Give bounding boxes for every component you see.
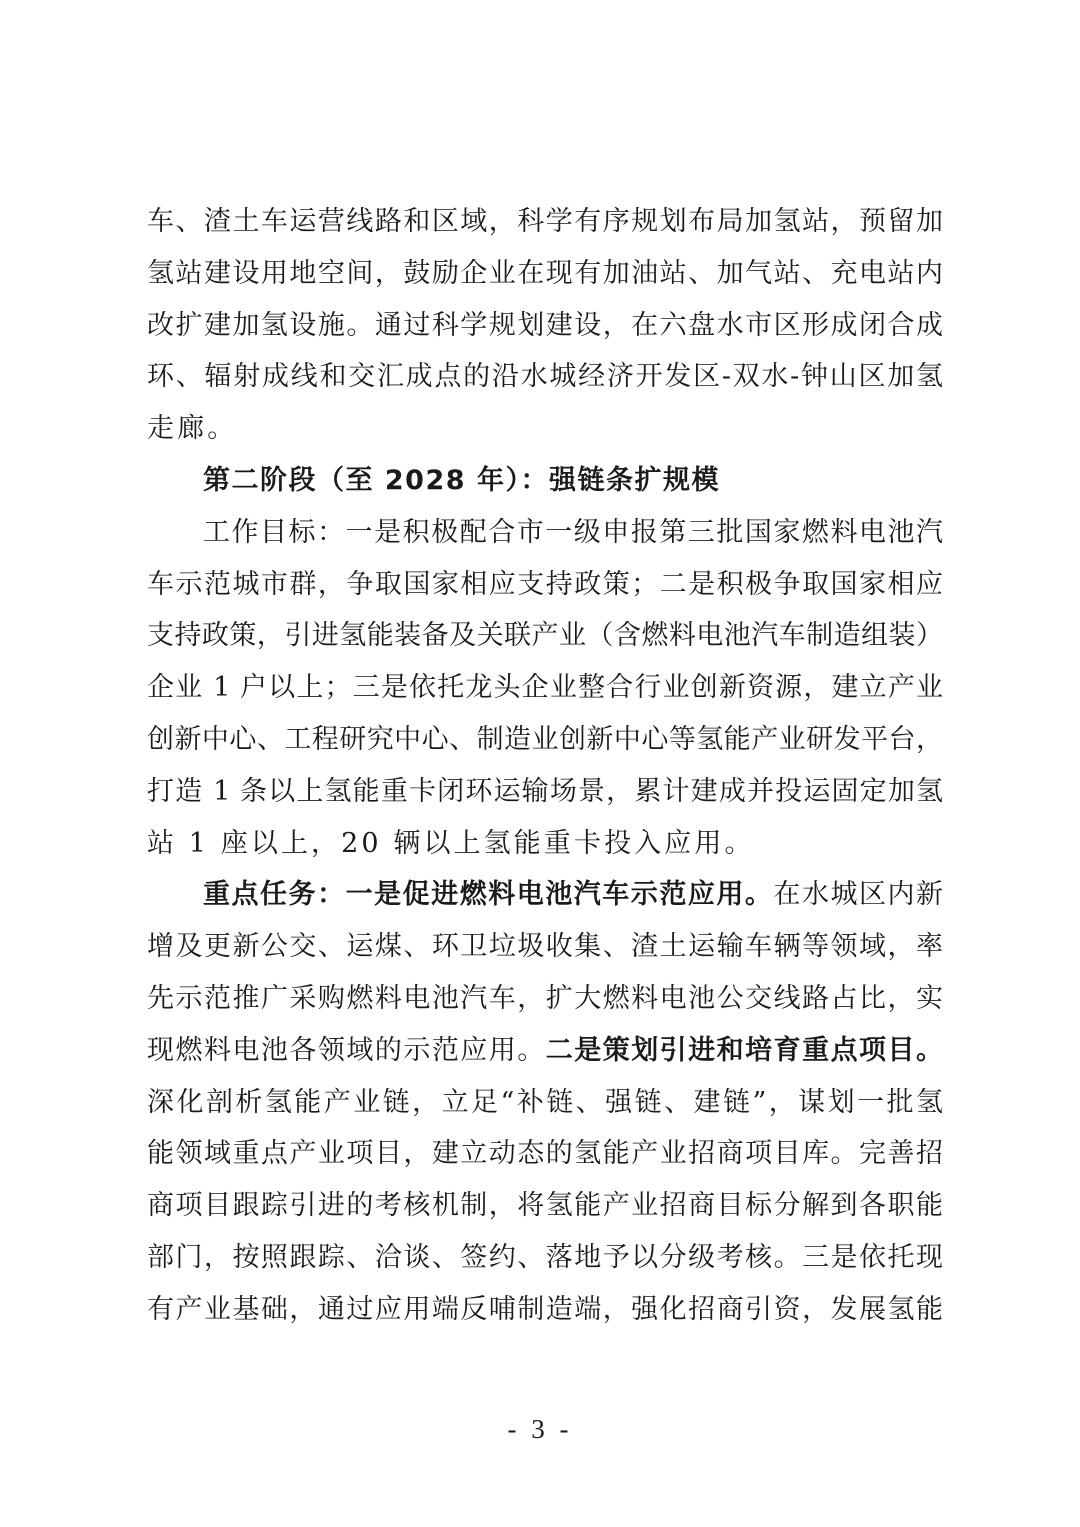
paragraph-line: 有产业基础，通过应用端反哺制造端，强化招商引资，发展氢能 <box>147 1293 943 1325</box>
paragraph-line: 增及更新公交、运煤、环卫垃圾收集、渣土运输车辆等领域，率 <box>147 931 943 963</box>
document-page <box>147 196 943 1336</box>
paragraph-line: 企业 1 户以上；三是依托龙头企业整合行业创新资源，建立产业 <box>147 672 943 704</box>
paragraph-line: 部门，按照跟踪、洽谈、签约、落地予以分级考核。三是依托现 <box>147 1241 943 1273</box>
goals-first-line <box>147 507 943 559</box>
paragraph-line: 氢站建设用地空间，鼓励企业在现有加油站、加气站、充电站内 <box>147 257 943 289</box>
task-one-conclusion: 现燃料电池各领域的示范应用。 <box>147 1034 546 1066</box>
tasks-label: 重点任务： <box>203 879 346 911</box>
task-one-heading: 一是促进燃料电池汽车示范应用。 <box>345 879 774 911</box>
paragraph-line: 改扩建加氢设施。通过科学规划建设，在六盘水市区形成闭合成 <box>147 309 943 341</box>
goals-text: 一是积极配合市一级申报第三批国家燃料电池汽 <box>345 516 944 548</box>
paragraph-line: 环、辐射成线和交汇成点的沿水城经济开发区-双水-钟山区加氢 <box>147 361 943 393</box>
paragraph-line: 走廊。 <box>147 413 238 445</box>
paragraph-line: 创新中心、工程研究中心、制造业创新中心等氢能产业研发平台， <box>147 723 943 755</box>
paragraph-line: 商项目跟踪引进的考核机制，将氢能产业招商目标分解到各职能 <box>147 1190 943 1222</box>
paragraph-line: 深化剖析氢能产业链，立足“补链、强链、建链”，谋划一批氢 <box>147 1086 943 1118</box>
section-heading: 第二阶段（至 2028 年）：强链条扩规模 <box>203 464 720 496</box>
paragraph-line: 站 1 座以上，20 辆以上氢能重卡投入应用。 <box>147 827 755 859</box>
task-one-text: 在水城区内新 <box>773 879 944 911</box>
paragraph-line: 车示范城市群，争取国家相应支持政策；二是积极争取国家相应 <box>147 568 943 600</box>
task-two-heading: 二是策划引进和培育重点项目。 <box>545 1034 944 1066</box>
paragraph-line: 打造 1 条以上氢能重卡闭环运输场景，累计建成并投运固定加氢 <box>147 775 943 807</box>
page-number: - 3 - <box>507 1414 573 1444</box>
goals-label: 工作目标： <box>203 516 346 548</box>
tasks-fourth-line <box>147 1025 943 1077</box>
paragraph-line: 支持政策，引进氢能装备及关联产业（含燃料电池汽车制造组装） <box>147 620 943 652</box>
paragraph-line: 先示范推广采购燃料电池汽车，扩大燃料电池公交线路占比，实 <box>147 982 943 1014</box>
tasks-first-line <box>147 869 943 921</box>
paragraph-line: 能领域重点产业项目，建立动态的氢能产业招商项目库。完善招 <box>147 1138 943 1170</box>
paragraph-line: 车、渣土车运营线路和区域，科学有序规划布局加氢站，预留加 <box>147 206 943 237</box>
